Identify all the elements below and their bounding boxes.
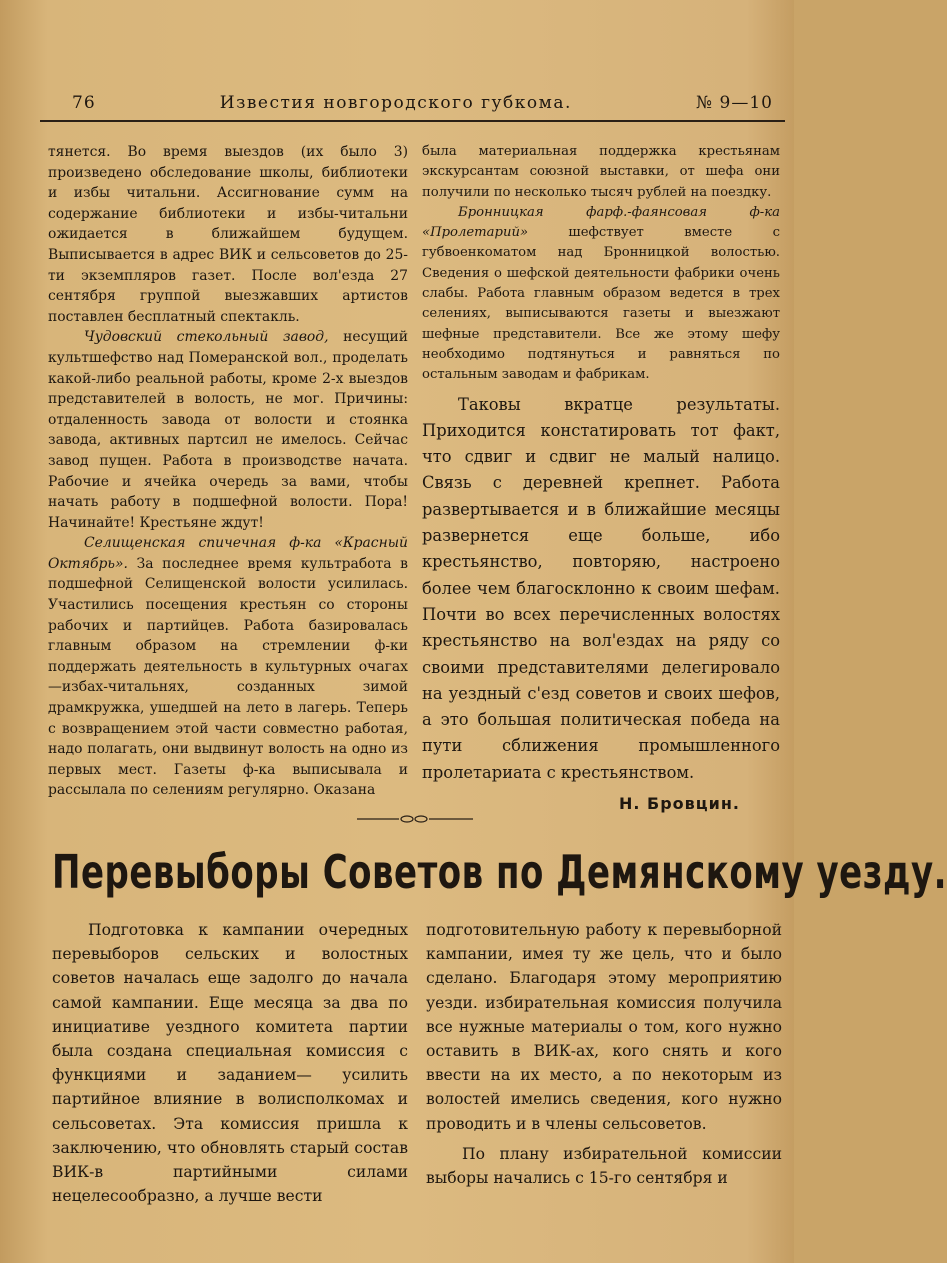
- top-left-column: [48, 142, 408, 801]
- paragraph: была материальная поддержка крестьянам экскурсантам союзной выставки, от шефа они получили по несколько тысяч рублей на поездку.: [422, 144, 780, 200]
- paragraph: тянется. Во время выездов (их было 3) произведено обследование школы, библиотеки и избы читальни. Ассигнование сумм на содержание библиотеки и избы-читальни ожидается в ближайшем будущем. Выписывается в адрес ВИК и сельсоветов до 25-ти экземпляров газет. После вол'езда 27 сентября группой выезжавших артистов поставлен бесплатный спектакль.: [48, 144, 408, 325]
- paragraph-text: шефствует вместе с губвоенкоматом над Бронницкой волостью. Сведения о шефской деятельности фабрики очень слабы. Работа главным образом ведется в трех селениях, выписываются газеты и выезжают шефные представители. Все же этому шефу необходимо подтянуться и равняться по остальным заводам и фабрикам.: [422, 225, 780, 383]
- journal-title: Известия новгородского губкома.: [219, 93, 572, 113]
- paragraph: Подготовка к кампании очередных перевыборов сельских и волостных советов началась еще задолго до начала самой кампании. Еще месяца за два по инициативе уездного комитета партии была создана специальная комиссия с функциями и заданием— усилить партийное влияние в волисполкомах и сельсоветах. Эта комиссия пришла к заключению, что обновлять старый состав ВИК-в партийными силами нецелесообразно, а лучше вести: [52, 921, 408, 1206]
- top-right-column: [422, 142, 780, 814]
- factory-name: Чудовский стекольный завод,: [84, 329, 329, 346]
- article-right-column: [426, 918, 782, 1190]
- page-number: 76: [72, 93, 96, 113]
- article-left-column: [52, 918, 408, 1208]
- page-header: [40, 86, 785, 122]
- paragraph: По плану избирательной комиссии выборы начались с 15-го сентября и: [426, 1144, 782, 1188]
- paragraph-text: За последнее время культработа в подшефной Селищенской волости усилилась. Участились посещения крестьян со стороны рабочих и партийцев. Работа базировалась главным образом на стремлении ф-ки поддержать деятельность в культурных очагах —избах-читальнях, созданных зимой драмкружка, ушедшей на лето в лагерь. Теперь с возвращением этой части совместно работая, надо полагать, они выдвинут волость на одно из первых мест. Газеты ф-ка выписывала и рассылала по селениям регулярно. Оказана: [48, 555, 408, 799]
- divider-ornament-icon: [355, 812, 475, 826]
- author-signature: Н. Бровцин.: [618, 794, 740, 814]
- paragraph-text: несущий культшефство над Померанской вол., проделать какой-либо реальной работы, кроме 2-х выездов представителей в волость, не мог. Причины: отдаленность завода от волости и стоянка завода, активных партсил не имелось. Сейчас завод пущен. Работа в производстве начата. Рабочие и ячейка очередь за вами, чтобы начать работу в подшефной волости. Пора! Начинайте! Крестьяне ждут!: [48, 329, 408, 531]
- paragraph: [48, 327, 408, 533]
- conclusion-paragraph: Таковы вкратце результаты. Приходится констатировать тот факт, что сдвиг и сдвиг не малый налицо. Связь с деревней крепнет. Работа развертывается и в ближайшие месяцы развернется еще больше, ибо крестьянство, повторяю, настроено более чем благосклонно к своим шефам. Почти во всех перечисленных волостях крестьянство на вол'ездах на ряду со своими представителями делегировало на уездный с'езд советов и своих шефов, а это большая политическая победа на пути сближения промышленного пролетариата с крестьянством.: [422, 394, 780, 782]
- factory-name: Селищенская спичечная ф-ка «Красный Октябрь».: [48, 535, 408, 572]
- paragraph: подготовительную работу к перевыборной кампании, имея ту же цель, что и было сделано. Благодаря этому мероприятию уезди. избирательная комиссия получила все нужные материалы о том, кого нужно оставить в ВИК-ах, кого снять и кого ввести на их место, а по некоторым из волостей имелись сведения, кого нужно проводить и в члены сельсоветов.: [426, 921, 782, 1133]
- factory-name: Бронницкая фарф.-фаянсовая ф-ка «Пролетарий»: [422, 204, 780, 241]
- paragraph: [48, 533, 408, 801]
- issue-number: № 9—10: [696, 93, 773, 113]
- paragraph: [422, 203, 780, 386]
- article-headline: Перевыборы Советов по Демянскому уезду.: [52, 846, 947, 900]
